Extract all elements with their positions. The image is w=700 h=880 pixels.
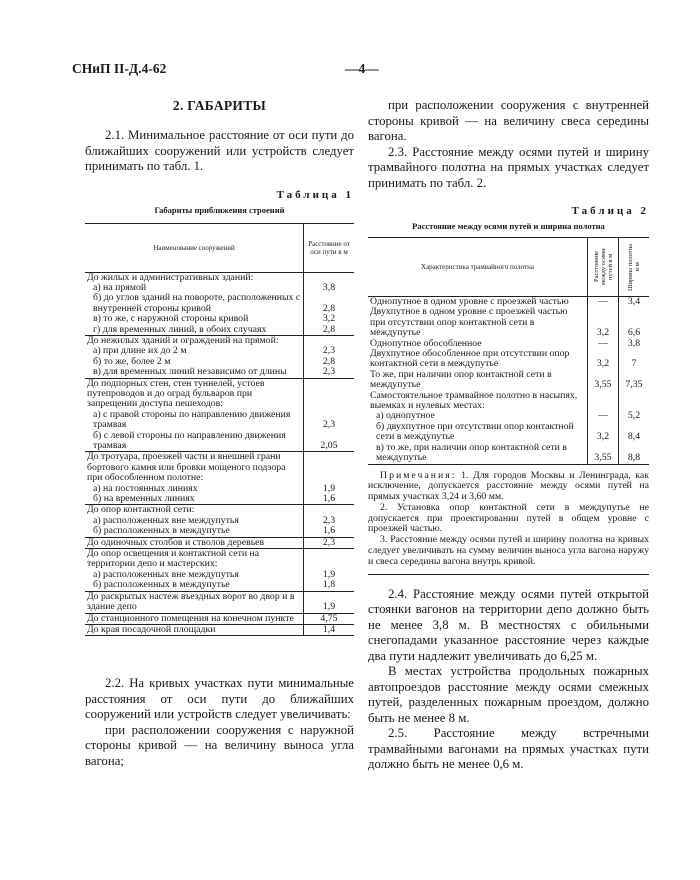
paragraph-2-4-fire: В местах устройства продольных пожарных автопроездов расстояние между осями смежных путей, разделенных пожарным проездом, должно быть не менее 8 м. [368, 664, 649, 725]
page-number: —4— [345, 61, 379, 76]
table1-row-value: 1,9 [304, 570, 355, 580]
table1-row-value: 4,75 [304, 613, 355, 624]
table2-row-width: 6,6 [619, 307, 650, 338]
table1-row [85, 549, 354, 570]
table2-row-label: Двухпутное в одном уровне с проезжей частью при отсутствии опор контактной сети в междупутье [370, 306, 568, 339]
table2-row-distance: — [588, 297, 619, 308]
table1-row [85, 314, 354, 324]
table1-row [85, 378, 354, 410]
table2-row-width: 5,2 [619, 411, 650, 421]
table1-row-label: г) для временных линий, в обоих случаях [93, 323, 267, 335]
table2-row-label: То же, при наличии опор контактной сети в междупутье [370, 368, 552, 391]
table1-row-label: б) с левой стороны по направлению движения трамвая [93, 429, 286, 451]
paragraph-2-2-outer: при расположении сооружения с наружной стороны кривой — на величину выноса угла вагона; [85, 722, 354, 768]
table1-row [85, 580, 354, 591]
table1-row-value [304, 378, 355, 410]
table2-row-width: 7 [619, 349, 650, 370]
table1-row-value: 2,8 [304, 357, 355, 367]
table1-row-label: До тротуара, проезжей части и внешней грани бортового камня или бровки мощеного подзора при обособленном полотне: [85, 452, 304, 484]
table1-row [85, 293, 354, 314]
table2-note-2: 2. Установка опор контактной сети в междупутье не допускается при проектировании путей в общем уровне с проезжей частью. [368, 501, 649, 535]
doc-code: СНиП II-Д.4-62 [72, 61, 167, 76]
table1-row [85, 367, 354, 378]
table1-row-label: а) при длине их до 2 м [93, 345, 187, 357]
table2-row [368, 422, 649, 443]
table2-row-width: 7,35 [619, 370, 650, 391]
table1-row-label: б) расположенных в междупутье [93, 525, 230, 537]
table2-caption: Расстояние между осями путей и ширина полотна [412, 221, 605, 231]
table2-note-1: Примечания: 1. Для городов Москвы и Ленинграда, как исключение, допускается расстояние между осями путей на прямых участках 3,24 и 3,60 мм. [368, 469, 650, 503]
table1-col-name: Наименование сооружений [85, 223, 304, 272]
table1-row [85, 431, 354, 452]
table2-row-width: 8,4 [619, 422, 650, 443]
table1-row-label: До станционного помещения на конечном пункте [85, 613, 304, 624]
table1-row [85, 494, 354, 505]
table2-row [368, 349, 649, 370]
table1-row [85, 526, 354, 537]
table1-row-value: 2,3 [304, 410, 355, 431]
notes-title: Примечания: [380, 469, 457, 481]
table1-row-label: б) расположенных в междупутье [93, 579, 230, 591]
table1-row [85, 537, 354, 548]
paragraph-2-1: 2.1. Минимальное расстояние от оси пути до ближайших сооружений или устройств следует принимать по табл. 1. [85, 128, 354, 173]
table2-row [368, 443, 649, 464]
table2-row-label: б) двухпутное при отсутствии опор контактной сети в междупутье [376, 420, 574, 443]
table1-row-label: До края посадочной площадки [85, 624, 304, 635]
table2-row-label: а) однопутное [376, 410, 435, 422]
table2-number: Таблица 2 [571, 205, 649, 217]
table2-row-width: 3,8 [619, 339, 650, 349]
table2-row-distance: — [588, 339, 619, 349]
table1-row-label: До опор освещения и контактной сети на территории депо и мастерских: [85, 549, 304, 570]
table2-row-label: в) то же, при наличии опор контактной сети в междупутье [376, 441, 567, 464]
paragraph-inner-curve: при расположении сооружения с внутренней стороны кривой — на величину свеса середины вагона. [368, 98, 649, 143]
table2-row-distance: 3,55 [588, 370, 619, 391]
table1-row-value: 3,8 [304, 283, 355, 293]
table1-row-value: 2,8 [304, 325, 355, 336]
paragraph-2-4: 2.4. Расстояние между осями путей открытой стоянки вагонов на территории депо должно быть не менее 3,8 м. В местностях с обильными снегопадами указанное расстояние через каждые два пути надлежит увеличивать до 6,25 м. [368, 586, 649, 663]
table1-row-label: а) расположенных вне междупутья [93, 514, 239, 526]
table1-row-label: До жилых и административных зданий: [87, 271, 254, 283]
section-title: 2. ГАБАРИТЫ [172, 98, 267, 113]
table1-row-label: а) расположенных вне междупутья [93, 568, 239, 580]
table2 [368, 237, 649, 465]
table1-row-label: а) на прямой [93, 281, 147, 293]
table1-row-value: 2,3 [304, 346, 355, 356]
table1-row-value: 1,6 [304, 526, 355, 537]
table1-row-value: 2,3 [304, 516, 355, 526]
table2-note-3: 3. Расстояние между осями путей и ширину полотна на кривых следует увеличивать на сумму величин выноса угла вагона наружу и свеса середины вагона внутрь кривой. [368, 534, 649, 567]
table1-row-label: а) на постоянных линиях [93, 482, 198, 494]
table1-row-label: До подпорных стен, стен туннелей, устоев путепроводов и до оград бульваров при запрещении доступа пешеходов: [85, 378, 304, 410]
table1-row-label: До нежилых зданий и ограждений на прямой: [85, 335, 304, 346]
table1-row [85, 591, 354, 613]
table1-row-label: До одиночных столбов и стволов деревьев [85, 537, 304, 548]
left-column [85, 98, 354, 769]
table2-row [368, 307, 649, 338]
table1-row [85, 452, 354, 484]
table1-row-label: б) то же, более 2 м [93, 355, 171, 367]
table2-row-width [619, 391, 650, 412]
table2-row-label: Однопутное обособленное [370, 337, 482, 349]
table2-row-distance: — [588, 411, 619, 421]
table1 [85, 223, 354, 637]
table2-row-distance: 3,55 [588, 443, 619, 464]
paragraph-2-2: 2.2. На кривых участках пути минимальные расстояния от оси пути до ближайших сооружений или устройств следует увеличивать: [85, 676, 354, 722]
table2-row-label: Самостоятельное трамвайное полотно в насыпях, выемках и нулевых местах: [370, 389, 578, 412]
table1-row-label: б) на временных линиях [93, 493, 195, 505]
table1-row-label: До опор контактной сети: [85, 505, 304, 516]
table1-row-value: 3,2 [304, 314, 355, 324]
table2-row-distance: 3,2 [588, 422, 619, 443]
table2-row [368, 370, 649, 391]
table1-row-value [304, 452, 355, 484]
table2-col-width: Ширина полотна в м [627, 243, 641, 291]
right-column [368, 98, 649, 773]
table1-row-label: б) до углов зданий на повороте, расположенных с внутренней стороны кривой [93, 292, 301, 314]
table2-col-distance: Расстояние между осями путей в м [592, 248, 614, 286]
table1-row-label: До раскрытых настеж въездных ворот во двор и в здание депо [85, 591, 304, 613]
table2-body [368, 297, 649, 465]
table1-row-value: 2,3 [304, 367, 355, 378]
paragraph-2-5: 2.5. Расстояние между встречными трамвайными вагонами на прямых участках пути должно быть не менее 0,6 м. [368, 726, 649, 772]
table1-row [85, 613, 354, 624]
table1-row-value: 2,3 [304, 537, 355, 548]
table1-row-label: в) для временных линий независимо от длины [93, 366, 287, 378]
table1-row-value: 2,8 [304, 293, 355, 314]
table1-row-label: в) то же, с наружной стороны кривой [93, 313, 249, 325]
table1-row-value: 1,4 [304, 624, 355, 635]
table2-row-label: Двухпутное обособленное при отсутствии опор контактной сети в междупутье [370, 348, 570, 370]
table1-row [85, 624, 354, 635]
table1-row-value: 1,6 [304, 494, 355, 505]
table2-row-width: 8,8 [619, 443, 650, 464]
table2-row-label: Однопутное в одном уровне с проезжей частью [370, 296, 569, 307]
table2-row-distance: 3,2 [588, 307, 619, 338]
table2-row-distance [588, 391, 619, 412]
table2-row-width: 3,4 [619, 297, 650, 308]
table2-row [368, 391, 649, 412]
table2-row-distance: 3,2 [588, 349, 619, 370]
table1-row [85, 325, 354, 336]
paragraph-2-3: 2.3. Расстояние между осями путей и ширину трамвайного полотна на прямых участках следует принимать по табл. 2. [368, 144, 649, 190]
table1-caption: Габариты приближения строений [154, 204, 285, 215]
table1-number: Таблица 1 [276, 188, 354, 201]
table1-row-label: а) с правой стороны по направлению движения трамвая [93, 408, 291, 431]
table1-row-value: 1,9 [304, 591, 355, 613]
table1-row-value: 2,05 [304, 431, 355, 452]
table1-row-value [304, 549, 355, 570]
table1-row [85, 410, 354, 431]
table2-col-name: Характеристика трамвайного полотна [368, 238, 588, 297]
table1-row-value: 1,9 [304, 484, 355, 494]
table1-col-value: Расстояние от оси пути в м [304, 223, 355, 272]
table1-body [85, 272, 354, 636]
table1-row-value: 1,8 [304, 580, 355, 591]
